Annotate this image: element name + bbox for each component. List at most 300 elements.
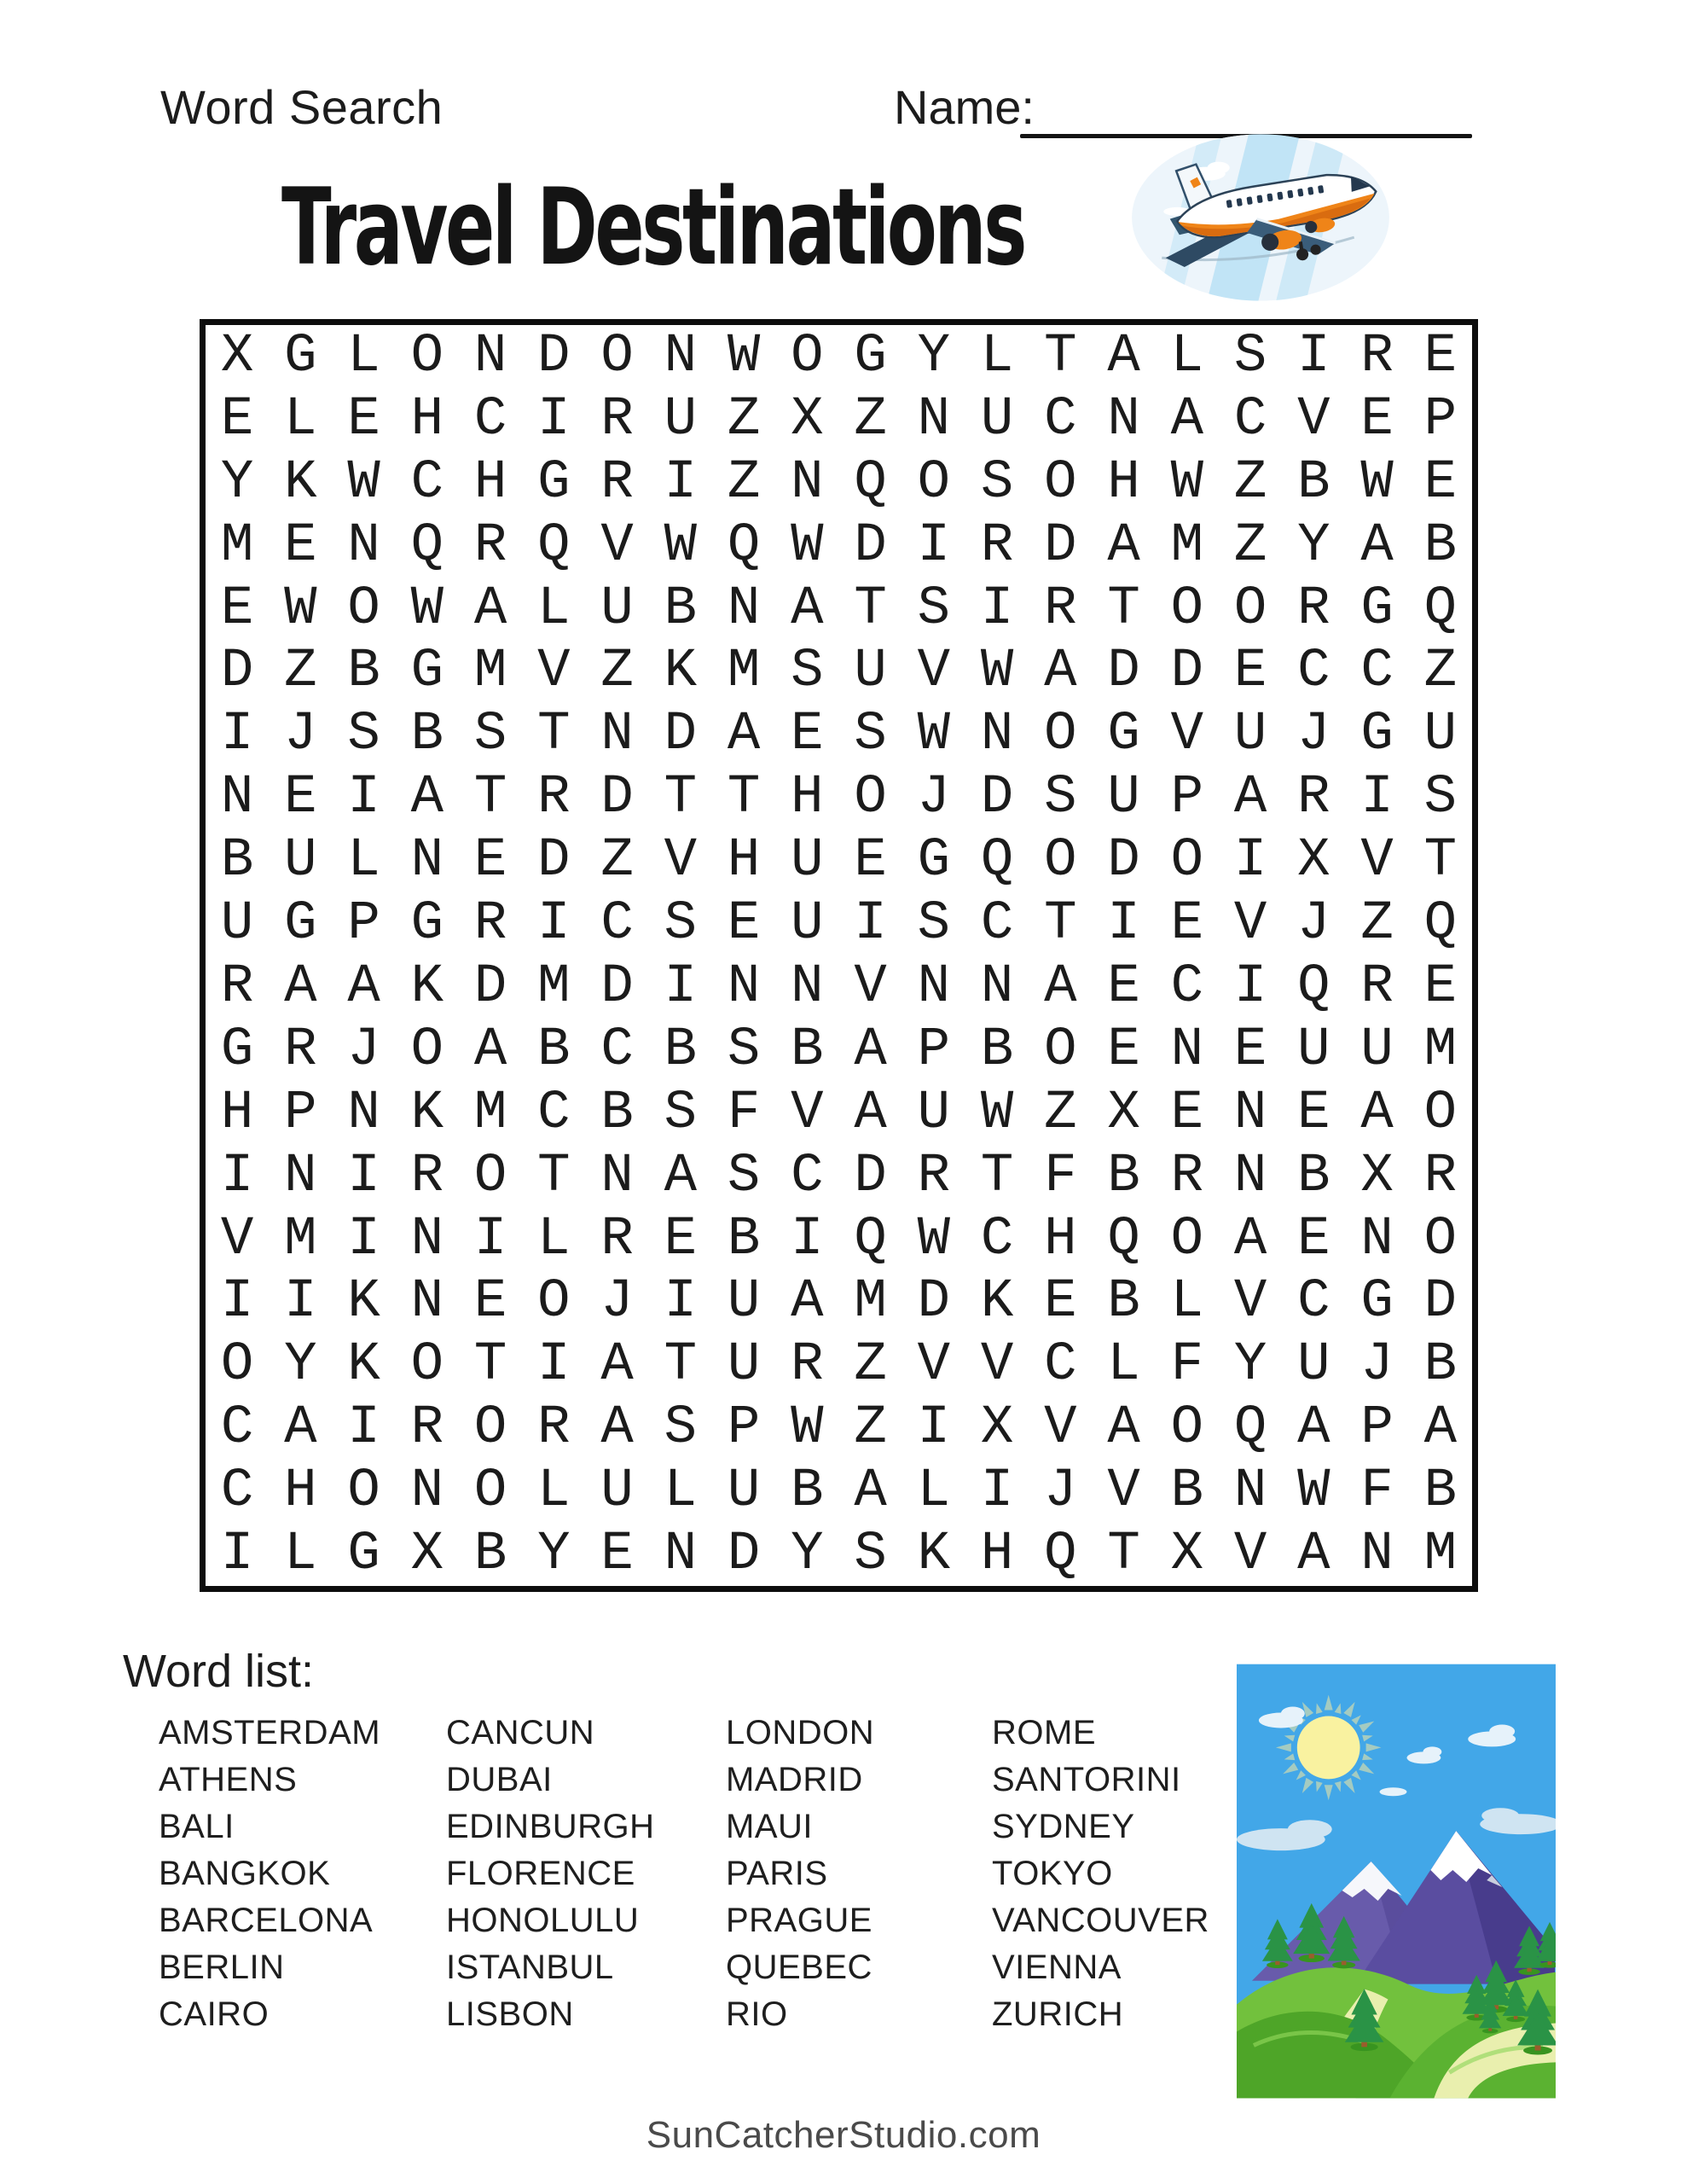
word-list-column	[726, 1710, 874, 2038]
grid-letter: J	[1297, 893, 1330, 956]
grid-letter: I	[664, 1271, 698, 1333]
grid-letter: S	[473, 704, 507, 766]
grid-letter: R	[473, 893, 507, 956]
word-list-column	[446, 1710, 655, 2038]
grid-letter: A	[791, 1271, 824, 1333]
grid-letter: B	[664, 1019, 698, 1081]
grid-letter: L	[1170, 1271, 1204, 1333]
grid-letter: M	[1423, 1524, 1458, 1586]
grid-letter: U	[664, 388, 698, 450]
grid-letter: V	[980, 1334, 1014, 1397]
grid-letter: N	[347, 1082, 380, 1144]
grid-letter: V	[917, 641, 951, 703]
grid-letter: C	[980, 893, 1014, 956]
grid-letter: B	[1297, 451, 1330, 514]
grid-letter: O	[1044, 704, 1077, 766]
grid-letter: I	[220, 1145, 254, 1207]
grid-letter: W	[917, 1208, 951, 1270]
grid-letter: I	[347, 1208, 380, 1270]
grid-letter: T	[537, 1145, 571, 1207]
grid-letter: O	[410, 1019, 444, 1081]
grid-letter: I	[980, 578, 1014, 640]
grid-letter: B	[1170, 1461, 1204, 1523]
grid-letter: W	[980, 641, 1014, 703]
grid-letter: W	[410, 578, 444, 640]
grid-letter: H	[410, 388, 444, 450]
grid-letter: O	[917, 451, 951, 514]
grid-letter: X	[1297, 830, 1330, 892]
grid-letter: Q	[1297, 956, 1330, 1018]
grid-letter: D	[1423, 1271, 1458, 1333]
grid-letter: D	[537, 325, 571, 387]
grid-letter: E	[220, 388, 254, 450]
grid-letter: D	[1107, 830, 1140, 892]
grid-letter: V	[1360, 830, 1394, 892]
grid-letter: G	[917, 830, 951, 892]
word-list-item: BALI	[159, 1808, 235, 1845]
grid-letter: I	[284, 1271, 317, 1333]
grid-letter: O	[347, 1461, 380, 1523]
grid-letter: S	[917, 578, 951, 640]
grid-letter: B	[1107, 1271, 1140, 1333]
grid-letter: G	[1360, 578, 1394, 640]
grid-letter: E	[1297, 1082, 1330, 1144]
puzzle-title: Travel Destinations	[281, 165, 1024, 289]
grid-letter: U	[727, 1271, 761, 1333]
grid-letter: W	[917, 704, 951, 766]
grid-letter: N	[980, 704, 1014, 766]
grid-letter: D	[537, 830, 571, 892]
grid-letter: K	[664, 641, 698, 703]
grid-letter: D	[664, 704, 698, 766]
grid-letter: N	[1233, 1461, 1267, 1523]
grid-letter: S	[980, 451, 1014, 514]
grid-letter: L	[1170, 325, 1204, 387]
grid-letter: E	[473, 830, 507, 892]
grid-letter: Z	[1360, 893, 1394, 956]
grid-letter: Q	[727, 514, 761, 577]
grid-letter: C	[1044, 1334, 1077, 1397]
word-list-item: EDINBURGH	[446, 1808, 655, 1845]
grid-letter: T	[664, 767, 698, 829]
grid-letter: E	[791, 704, 824, 766]
grid-letter: S	[791, 641, 824, 703]
grid-letter: J	[1044, 1461, 1077, 1523]
grid-letter: O	[1233, 578, 1267, 640]
grid-letter: N	[1107, 388, 1140, 450]
grid-letter: N	[1233, 1082, 1267, 1144]
grid-letter: X	[410, 1524, 444, 1586]
grid-letter: U	[727, 1461, 761, 1523]
grid-letter: O	[473, 1145, 507, 1207]
grid-letter: K	[284, 451, 317, 514]
grid-letter: N	[410, 1271, 444, 1333]
grid-letter: D	[600, 956, 634, 1018]
grid-letter: D	[220, 641, 254, 703]
grid-letter: S	[1233, 325, 1267, 387]
grid-letter: T	[1423, 830, 1458, 892]
grid-letter: M	[537, 956, 571, 1018]
grid-letter: D	[1107, 641, 1140, 703]
grid-letter: P	[347, 893, 380, 956]
grid-letter: D	[1170, 641, 1204, 703]
grid-letter: A	[347, 956, 380, 1018]
grid-letter: A	[600, 1397, 634, 1460]
grid-letter: I	[980, 1461, 1014, 1523]
grid-letter: V	[664, 830, 698, 892]
grid-letter: U	[791, 830, 824, 892]
grid-letter: M	[854, 1271, 887, 1333]
grid-letter: O	[473, 1461, 507, 1523]
grid-letter: T	[473, 767, 507, 829]
grid-letter: Z	[727, 388, 761, 450]
grid-letter: K	[347, 1271, 380, 1333]
grid-letter: M	[727, 641, 761, 703]
grid-letter: J	[600, 1271, 634, 1333]
word-list-item: LISBON	[446, 1995, 574, 2033]
grid-letter: I	[1233, 830, 1267, 892]
grid-letter: Y	[220, 451, 254, 514]
grid-letter: G	[537, 451, 571, 514]
grid-letter: A	[1107, 514, 1140, 577]
grid-letter: X	[1107, 1082, 1140, 1144]
grid-letter: M	[220, 514, 254, 577]
grid-letter: M	[473, 641, 507, 703]
grid-letter: W	[1360, 451, 1394, 514]
grid-letter: M	[1423, 1019, 1458, 1081]
word-list-label: Word list:	[123, 1646, 315, 1697]
grid-letter: J	[1360, 1334, 1394, 1397]
grid-letter: B	[347, 641, 380, 703]
grid-letter: D	[473, 956, 507, 1018]
grid-letter: A	[1107, 1397, 1140, 1460]
grid-letter: G	[347, 1524, 380, 1586]
grid-letter: V	[854, 956, 887, 1018]
grid-letter: A	[854, 1019, 887, 1081]
name-label: Name:	[894, 80, 1035, 134]
grid-letter: O	[537, 1271, 571, 1333]
grid-letter: G	[1107, 704, 1140, 766]
word-list-item: BARCELONA	[159, 1902, 374, 1939]
grid-letter: A	[1170, 388, 1204, 450]
grid-letter: A	[410, 767, 444, 829]
grid-letter: Q	[854, 1208, 887, 1270]
grid-letter: Q	[1107, 1208, 1140, 1270]
site-credit: SunCatcherStudio.com	[646, 2114, 1041, 2156]
grid-letter: O	[791, 325, 824, 387]
grid-letter: U	[1297, 1019, 1330, 1081]
grid-letter: T	[854, 578, 887, 640]
grid-letter: B	[791, 1461, 824, 1523]
grid-letter: O	[1044, 830, 1077, 892]
grid-letter: X	[1170, 1524, 1204, 1586]
grid-letter: D	[980, 767, 1014, 829]
grid-letter: C	[1044, 388, 1077, 450]
grid-letter: V	[1107, 1461, 1140, 1523]
word-list-column	[992, 1710, 1209, 2038]
grid-letter: J	[347, 1019, 380, 1081]
grid-letter: M	[284, 1208, 317, 1270]
grid-letter: W	[664, 514, 698, 577]
grid-letter: D	[727, 1524, 761, 1586]
grid-letter: K	[410, 956, 444, 1018]
grid-letter: C	[410, 451, 444, 514]
grid-letter: R	[1170, 1145, 1204, 1207]
grid-letter: W	[791, 1397, 824, 1460]
grid-letter: A	[791, 578, 824, 640]
grid-letter: X	[1360, 1145, 1394, 1207]
word-list-item: PARIS	[726, 1855, 828, 1892]
word-list-item: BERLIN	[159, 1949, 285, 1986]
grid-letter: N	[791, 451, 824, 514]
grid-letter: N	[980, 956, 1014, 1018]
grid-letter: R	[600, 451, 634, 514]
grid-letter: V	[917, 1334, 951, 1397]
grid-letter: N	[1360, 1208, 1394, 1270]
grid-letter: G	[854, 325, 887, 387]
grid-letter: R	[1360, 956, 1394, 1018]
grid-letter: Z	[284, 641, 317, 703]
word-list-item: ATHENS	[159, 1761, 298, 1798]
grid-letter: U	[1423, 704, 1458, 766]
grid-letter: B	[410, 704, 444, 766]
grid-letter: T	[473, 1334, 507, 1397]
letter-grid	[200, 319, 1478, 1592]
grid-letter: L	[1107, 1334, 1140, 1397]
grid-letter: Z	[854, 388, 887, 450]
grid-letter: Z	[727, 451, 761, 514]
grid-letter: C	[1297, 1271, 1330, 1333]
grid-letter: Z	[854, 1334, 887, 1397]
grid-letter: I	[1233, 956, 1267, 1018]
grid-letter: U	[284, 830, 317, 892]
grid-letter: L	[284, 388, 317, 450]
grid-letter: T	[727, 767, 761, 829]
grid-letter: Z	[600, 830, 634, 892]
grid-letter: O	[1423, 1208, 1458, 1270]
grid-letter: F	[727, 1082, 761, 1144]
grid-letter: N	[727, 578, 761, 640]
grid-letter: B	[791, 1019, 824, 1081]
grid-letter: T	[1107, 1524, 1140, 1586]
grid-letter: H	[1107, 451, 1140, 514]
grid-letter: O	[410, 325, 444, 387]
grid-letter: I	[347, 767, 380, 829]
grid-letter: V	[600, 514, 634, 577]
grid-letter: N	[727, 956, 761, 1018]
grid-letter: E	[727, 893, 761, 956]
grid-letter: E	[1107, 1019, 1140, 1081]
grid-letter: Q	[1423, 578, 1458, 640]
word-list-item: BANGKOK	[159, 1855, 331, 1892]
grid-letter: I	[220, 1271, 254, 1333]
grid-letter: T	[1044, 893, 1077, 956]
grid-letter: Y	[1233, 1334, 1267, 1397]
word-list-item: VIENNA	[992, 1949, 1122, 1986]
grid-letter: F	[1360, 1461, 1394, 1523]
grid-letter: H	[220, 1082, 254, 1144]
grid-letter: V	[537, 641, 571, 703]
grid-letter: H	[1044, 1208, 1077, 1270]
grid-letter: O	[1044, 1019, 1077, 1081]
grid-letter: I	[854, 893, 887, 956]
mountain-landscape-icon	[1237, 1664, 1556, 2099]
grid-letter: C	[220, 1461, 254, 1523]
grid-letter: L	[537, 578, 571, 640]
grid-letter: T	[980, 1145, 1014, 1207]
grid-letter: A	[1107, 325, 1140, 387]
grid-letter: R	[1360, 325, 1394, 387]
grid-letter: A	[473, 578, 507, 640]
grid-letter: G	[220, 1019, 254, 1081]
grid-letter: O	[220, 1334, 254, 1397]
grid-letter: D	[854, 1145, 887, 1207]
grid-letter: A	[600, 1334, 634, 1397]
grid-letter: V	[1233, 1271, 1267, 1333]
grid-letter: N	[410, 830, 444, 892]
grid-letter: L	[284, 1524, 317, 1586]
grid-letter: U	[917, 1082, 951, 1144]
grid-letter: N	[917, 956, 951, 1018]
grid-letter: C	[600, 1019, 634, 1081]
grid-letter: L	[537, 1461, 571, 1523]
grid-letter: R	[537, 1397, 571, 1460]
grid-letter: A	[1360, 514, 1394, 577]
grid-letter: S	[854, 704, 887, 766]
grid-letter: E	[284, 514, 317, 577]
word-list-item: TOKYO	[992, 1855, 1113, 1892]
grid-letter: R	[1297, 578, 1330, 640]
grid-letter: Y	[917, 325, 951, 387]
grid-letter: Q	[1233, 1397, 1267, 1460]
grid-letter: Z	[1233, 514, 1267, 577]
grid-letter: A	[854, 1082, 887, 1144]
grid-letter: Y	[791, 1524, 824, 1586]
grid-letter: N	[220, 767, 254, 829]
grid-letter: Q	[980, 830, 1014, 892]
grid-letter: B	[980, 1019, 1014, 1081]
grid-letter: A	[284, 956, 317, 1018]
grid-letter: U	[791, 893, 824, 956]
word-list-item: CAIRO	[159, 1995, 270, 2033]
grid-letter: Q	[1044, 1524, 1077, 1586]
grid-letter: H	[791, 767, 824, 829]
word-list-column	[159, 1710, 380, 2038]
grid-letter: W	[1297, 1461, 1330, 1523]
grid-letter: Z	[1233, 451, 1267, 514]
word-list-item: SYDNEY	[992, 1808, 1135, 1845]
grid-letter: I	[537, 893, 571, 956]
grid-letter: E	[854, 830, 887, 892]
grid-letter: R	[537, 767, 571, 829]
grid-letter: Z	[1044, 1082, 1077, 1144]
grid-letter: E	[347, 388, 380, 450]
grid-letter: S	[727, 1019, 761, 1081]
grid-letter: C	[600, 893, 634, 956]
grid-letter: F	[1044, 1145, 1077, 1207]
grid-letter: V	[1170, 704, 1204, 766]
grid-letter: N	[473, 325, 507, 387]
grid-letter: V	[1233, 893, 1267, 956]
grid-letter: N	[664, 325, 698, 387]
grid-letter: N	[284, 1145, 317, 1207]
word-list-item: MADRID	[726, 1761, 863, 1798]
grid-letter: C	[473, 388, 507, 450]
grid-letter: E	[284, 767, 317, 829]
grid-letter: N	[347, 514, 380, 577]
grid-letter: R	[1423, 1145, 1458, 1207]
grid-letter: L	[980, 325, 1014, 387]
grid-letter: C	[1297, 641, 1330, 703]
word-list-item: AMSTERDAM	[159, 1714, 381, 1751]
grid-letter: E	[1423, 956, 1458, 1018]
grid-letter: Y	[537, 1524, 571, 1586]
grid-letter: E	[1233, 1019, 1267, 1081]
grid-letter: O	[1170, 578, 1204, 640]
grid-letter: Z	[854, 1397, 887, 1460]
grid-letter: O	[347, 578, 380, 640]
grid-letter: U	[220, 893, 254, 956]
grid-letter: N	[1360, 1524, 1394, 1586]
grid-letter: S	[917, 893, 951, 956]
hills	[1237, 1967, 1556, 2098]
grid-letter: B	[1423, 1334, 1458, 1397]
grid-letter: C	[220, 1397, 254, 1460]
grid-letter: G	[410, 893, 444, 956]
grid-letter: I	[220, 1524, 254, 1586]
grid-letter: I	[1297, 325, 1330, 387]
grid-letter: D	[854, 514, 887, 577]
grid-letter: W	[727, 325, 761, 387]
grid-letter: R	[473, 514, 507, 577]
grid-letter: R	[1297, 767, 1330, 829]
grid-letter: E	[1423, 325, 1458, 387]
word-list-item: FLORENCE	[446, 1855, 635, 1892]
grid-letter: A	[727, 704, 761, 766]
airplane-icon	[1128, 128, 1394, 311]
grid-letter: V	[1044, 1397, 1077, 1460]
grid-letter: R	[410, 1397, 444, 1460]
grid-letter: Z	[600, 641, 634, 703]
grid-letter: G	[410, 641, 444, 703]
word-list-item: SANTORINI	[992, 1761, 1181, 1798]
grid-letter: K	[980, 1271, 1014, 1333]
grid-letter: A	[1233, 767, 1267, 829]
word-list-item: HONOLULU	[446, 1902, 640, 1939]
grid-letter: P	[727, 1397, 761, 1460]
grid-letter: B	[664, 578, 698, 640]
grid-letter: B	[220, 830, 254, 892]
grid-letter: U	[1107, 767, 1140, 829]
grid-letter: D	[917, 1271, 951, 1333]
grid-letter: N	[1170, 1019, 1204, 1081]
word-list-item: QUEBEC	[726, 1949, 872, 1986]
grid-letter: Y	[284, 1334, 317, 1397]
grid-letter: N	[664, 1524, 698, 1586]
grid-letter: A	[1044, 956, 1077, 1018]
word-list-item: MAUI	[726, 1808, 813, 1845]
grid-letter: I	[347, 1397, 380, 1460]
grid-letter: R	[220, 956, 254, 1018]
grid-letter: H	[727, 830, 761, 892]
grid-letter: E	[220, 578, 254, 640]
grid-letter: P	[1423, 388, 1458, 450]
grid-letter: B	[1423, 514, 1458, 577]
word-list-item: ZURICH	[992, 1995, 1124, 2033]
grid-letter: J	[284, 704, 317, 766]
grid-letter: U	[1360, 1019, 1394, 1081]
grid-letter: E	[1233, 641, 1267, 703]
